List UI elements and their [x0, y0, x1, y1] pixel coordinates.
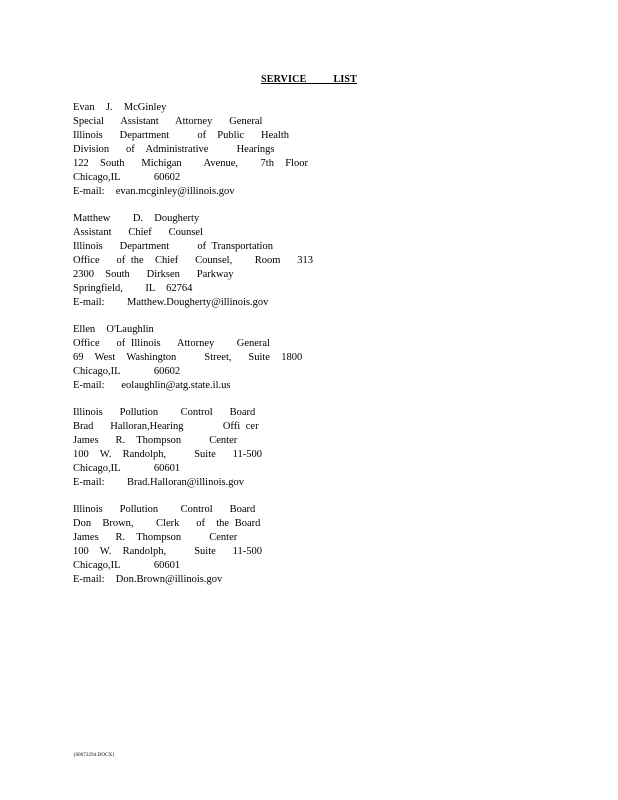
entry-line: Assistant Chief Counsel	[73, 227, 203, 238]
entry-line: 100 W. Randolph, Suite 11-500	[73, 449, 263, 460]
entry-line: Chicago,IL 60601	[73, 463, 181, 474]
service-entry-3	[73, 323, 373, 393]
entry-line: Springfield, IL 62764	[73, 283, 193, 294]
entry-line: 122 South Michigan Avenue, 7th Floor	[73, 158, 308, 169]
entry-line: Illinois Department of Transportation	[73, 241, 273, 252]
entry-line: Division of Administrative Hearings	[73, 144, 275, 155]
entry-line: Chicago,IL 60602	[73, 366, 181, 377]
entry-email: E-mail: eolaughlin@atg.state.il.us	[73, 380, 231, 391]
entry-line: 100 W. Randolph, Suite 11-500	[73, 546, 263, 557]
page-title: SERVICE LIST	[260, 74, 358, 85]
entry-line: Special Assistant Attorney General	[73, 116, 263, 127]
entry-email: E-mail: Matthew.Dougherty@illinois.gov	[73, 297, 269, 308]
entry-line: James R. Thompson Center	[73, 435, 238, 446]
entry-line: Illinois Pollution Control Board	[73, 407, 256, 418]
document-footer: {00073294.DOCX}	[73, 753, 115, 758]
service-list	[73, 101, 373, 600]
entry-line: Matthew D. Dougherty	[73, 213, 200, 224]
entry-line: James R. Thompson Center	[73, 532, 238, 543]
entry-line: Evan J. McGinley	[73, 102, 167, 113]
entry-email: E-mail: evan.mcginley@illinois.gov	[73, 186, 235, 197]
service-entry-1	[73, 101, 373, 199]
service-entry-4	[73, 406, 373, 490]
service-entry-2	[73, 212, 373, 310]
entry-line: Illinois Pollution Control Board	[73, 504, 256, 515]
entry-line: 69 West Washington Street, Suite 1800	[73, 352, 303, 363]
entry-email: E-mail: Brad.Halloran@illinois.gov	[73, 477, 244, 488]
entry-line: Illinois Department of Public Health	[73, 130, 290, 141]
entry-line: Ellen O'Laughlin	[73, 324, 154, 335]
entry-line: Chicago,IL 60602	[73, 172, 181, 183]
entry-line: Don Brown, Clerk of the Board	[73, 518, 261, 529]
entry-line: Office of Illinois Attorney General	[73, 338, 270, 349]
service-entry-5	[73, 503, 373, 587]
entry-email: E-mail: Don.Brown@illinois.gov	[73, 574, 223, 585]
entry-line: Brad Halloran,Hearing Offi cer	[73, 421, 259, 432]
entry-line: 2300 South Dirksen Parkway	[73, 269, 234, 280]
entry-line: Office of the Chief Counsel, Room 313	[73, 255, 313, 266]
entry-line: Chicago,IL 60601	[73, 560, 181, 571]
